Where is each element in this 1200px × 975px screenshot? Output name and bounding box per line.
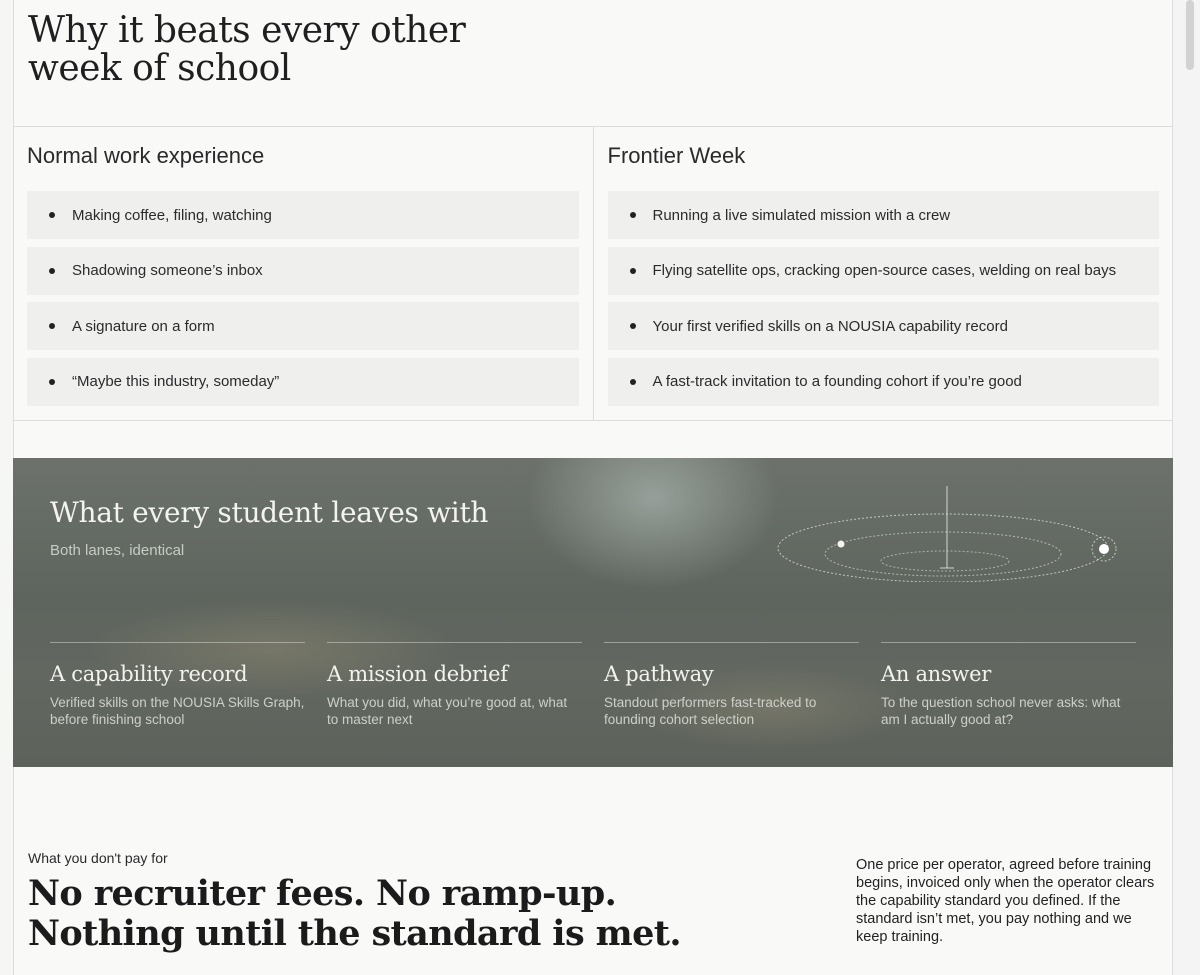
bullet-dot-icon xyxy=(49,379,55,385)
list-item-text: A signature on a form xyxy=(72,317,215,335)
list-item-text: Shadowing someone’s inbox xyxy=(72,262,263,279)
scrollbar[interactable] xyxy=(1173,0,1200,975)
bullet-dot-icon xyxy=(630,379,636,385)
comparison-column-frontier xyxy=(594,127,1174,420)
bullet-dot-icon xyxy=(630,212,636,218)
list-item xyxy=(608,191,1160,239)
list-item-text: A fast-track invitation to a founding cohort if you’re good xyxy=(652,373,1022,390)
outcomes-subtitle: Both lanes, identical xyxy=(50,542,185,559)
pricing-label: What you don't pay for xyxy=(28,850,168,866)
pricing-headline-line1: No recruiter fees. No ramp-up. xyxy=(28,873,617,914)
list-item xyxy=(27,302,579,350)
card-description: What you did, what you’re good at, what to master next xyxy=(327,695,568,727)
outcome-card-mission-debrief xyxy=(327,642,582,728)
pricing-headline-line2: Nothing until the standard is met. xyxy=(28,913,681,954)
bullet-dot-icon xyxy=(49,212,55,218)
card-description: Standout performers fast-tracked to founding cohort selection xyxy=(604,695,817,727)
comparison-table xyxy=(13,126,1173,421)
list-item xyxy=(608,302,1160,350)
card-title: An answer xyxy=(881,662,991,686)
comparison-column-normal xyxy=(13,127,594,420)
list-item-text: “Maybe this industry, someday” xyxy=(72,373,280,390)
list-item xyxy=(27,191,579,239)
outcomes-title: What every student leaves with xyxy=(50,496,489,529)
card-title: A pathway xyxy=(604,662,714,686)
outcome-cards xyxy=(50,642,1136,728)
list-item xyxy=(608,247,1160,295)
list-item-text: Running a live simulated mission with a crew xyxy=(652,206,951,224)
outcome-card-answer xyxy=(881,642,1136,728)
bullet-dot-icon xyxy=(49,268,55,274)
pricing-headline xyxy=(28,874,681,954)
list-item xyxy=(608,358,1160,406)
list-item xyxy=(27,247,579,295)
list-item-text: Your first verified skills on a NOUSIA capability record xyxy=(652,317,1008,335)
outcome-card-capability-record xyxy=(50,642,305,728)
column-title-frontier: Frontier Week xyxy=(607,143,746,168)
list-item xyxy=(27,358,579,406)
section-heading-line2: week of school xyxy=(28,48,291,89)
scrollbar-thumb[interactable] xyxy=(1186,0,1194,70)
pricing-body: One price per operator, agreed before training begins, invoiced only when the operator clears the capability standard you defined. If the standard isn’t met, you pay nothing and we keep training. xyxy=(856,857,1155,945)
bullet-dot-icon xyxy=(49,323,55,329)
outcomes-banner xyxy=(13,458,1173,767)
list-item-text: Flying satellite ops, cracking open-source cases, welding on real bays xyxy=(652,262,1117,279)
list-item-text: Making coffee, filing, watching xyxy=(72,206,272,224)
card-title: A mission debrief xyxy=(327,662,508,686)
bullet-dot-icon xyxy=(630,268,636,274)
card-title: A capability record xyxy=(50,662,248,686)
outcome-card-pathway xyxy=(604,642,859,728)
card-description: To the question school never asks: what am I actually good at? xyxy=(881,695,1121,727)
card-description: Verified skills on the NOUSIA Skills Graph, before finishing school xyxy=(50,695,305,727)
section-heading xyxy=(28,12,465,88)
orbit-diagram-icon xyxy=(773,482,1138,582)
bullet-dot-icon xyxy=(630,323,636,329)
column-title-normal: Normal work experience xyxy=(27,143,265,168)
section-heading-line1: Why it beats every other xyxy=(28,10,466,51)
